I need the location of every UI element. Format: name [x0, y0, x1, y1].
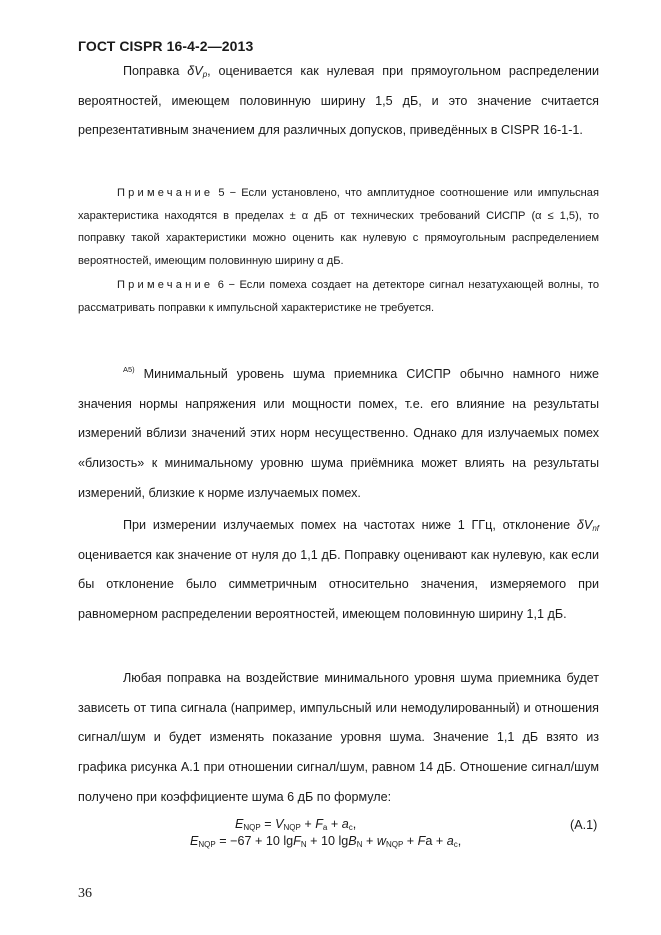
note-6: Примечание 6 − Если помеха создает на детекторе сигнал незатухающей волны, то рассматривать поправки к импульсной характеристике не требуется. — [78, 279, 599, 314]
notes-section — [78, 182, 599, 320]
paragraph-radiated-emissions: При измерении излучаемых помех на частотах ниже 1 ГГц, отклонение $\delta V_{nf}$ оценивается как значение от нуля до 1,1 дБ. Поправку оценивают как нулевую, как если бы отклонение было симметричным относительно значения, измеряемого при равномерном распределении вероятностей, имеющем половинную ширину 1,1 дБ. — [78, 518, 599, 622]
equation-number: (A.1) — [570, 818, 598, 832]
document-header: ГОСТ CISPR 16-4-2—2013 — [78, 38, 254, 54]
footnote-marker: A5) — [123, 365, 135, 374]
formula-line-1: $E_{NQP} = V_{NQP} + F_a + a_c$, — [235, 817, 357, 832]
page-number: 36 — [78, 886, 92, 901]
footnote-a5: $^{A5)}$ Минимальный уровень шума приемника СИСПР обычно намного ниже значения нормы напряжения или мощности помех, т.е. его влияние на результаты измерений вблизи значений этих норм несущественно. Однако для излучаемых помех «близость» к минимальному уровню шума приёмника может влиять на результаты измерений, близкие к норме излучаемых помех. — [78, 365, 599, 500]
note-5: Примечание 5 − Если установлено, что амплитудное соотношение или импульсная характеристика находятся в пределах ± α дБ от технических требований СИСПР (α ≤ 1,5), то поправку такой характеристики можно оценить как нулевую с прямоугольным распределением вероятностей, имеющим половинную ширину α дБ. — [78, 187, 599, 267]
formula-line-2: $E_{NQP} = -67 + 10$ lgF$_N$ + 10 $\lg B_N + w_{NQP} + Fa + a_c$, — [190, 834, 462, 849]
paragraph-noise-floor: Любая поправка на воздействие минимального уровня шума приемника будет зависеть от типа сигнала (например, импульсный или немодулированный) и отношения сигнал/шум и будет изменять показание уровня шума. Значение 1,1 дБ взято из графика рисунка А.1 при отношении сигнал/шум, равном 14 дБ. Отношение сигнал/шум получено при коэффициенте шума 6 дБ по формуле: — [78, 671, 599, 804]
paragraph-correction: Поправка $\delta V_p$, оценивается как нулевая при прямоугольном распределении вероятностей, имеющем половинную ширину 1,5 дБ, и это значение считается репрезентативным значением для различных допусков, приведённых в CISPR 16-1-1. — [78, 64, 599, 138]
